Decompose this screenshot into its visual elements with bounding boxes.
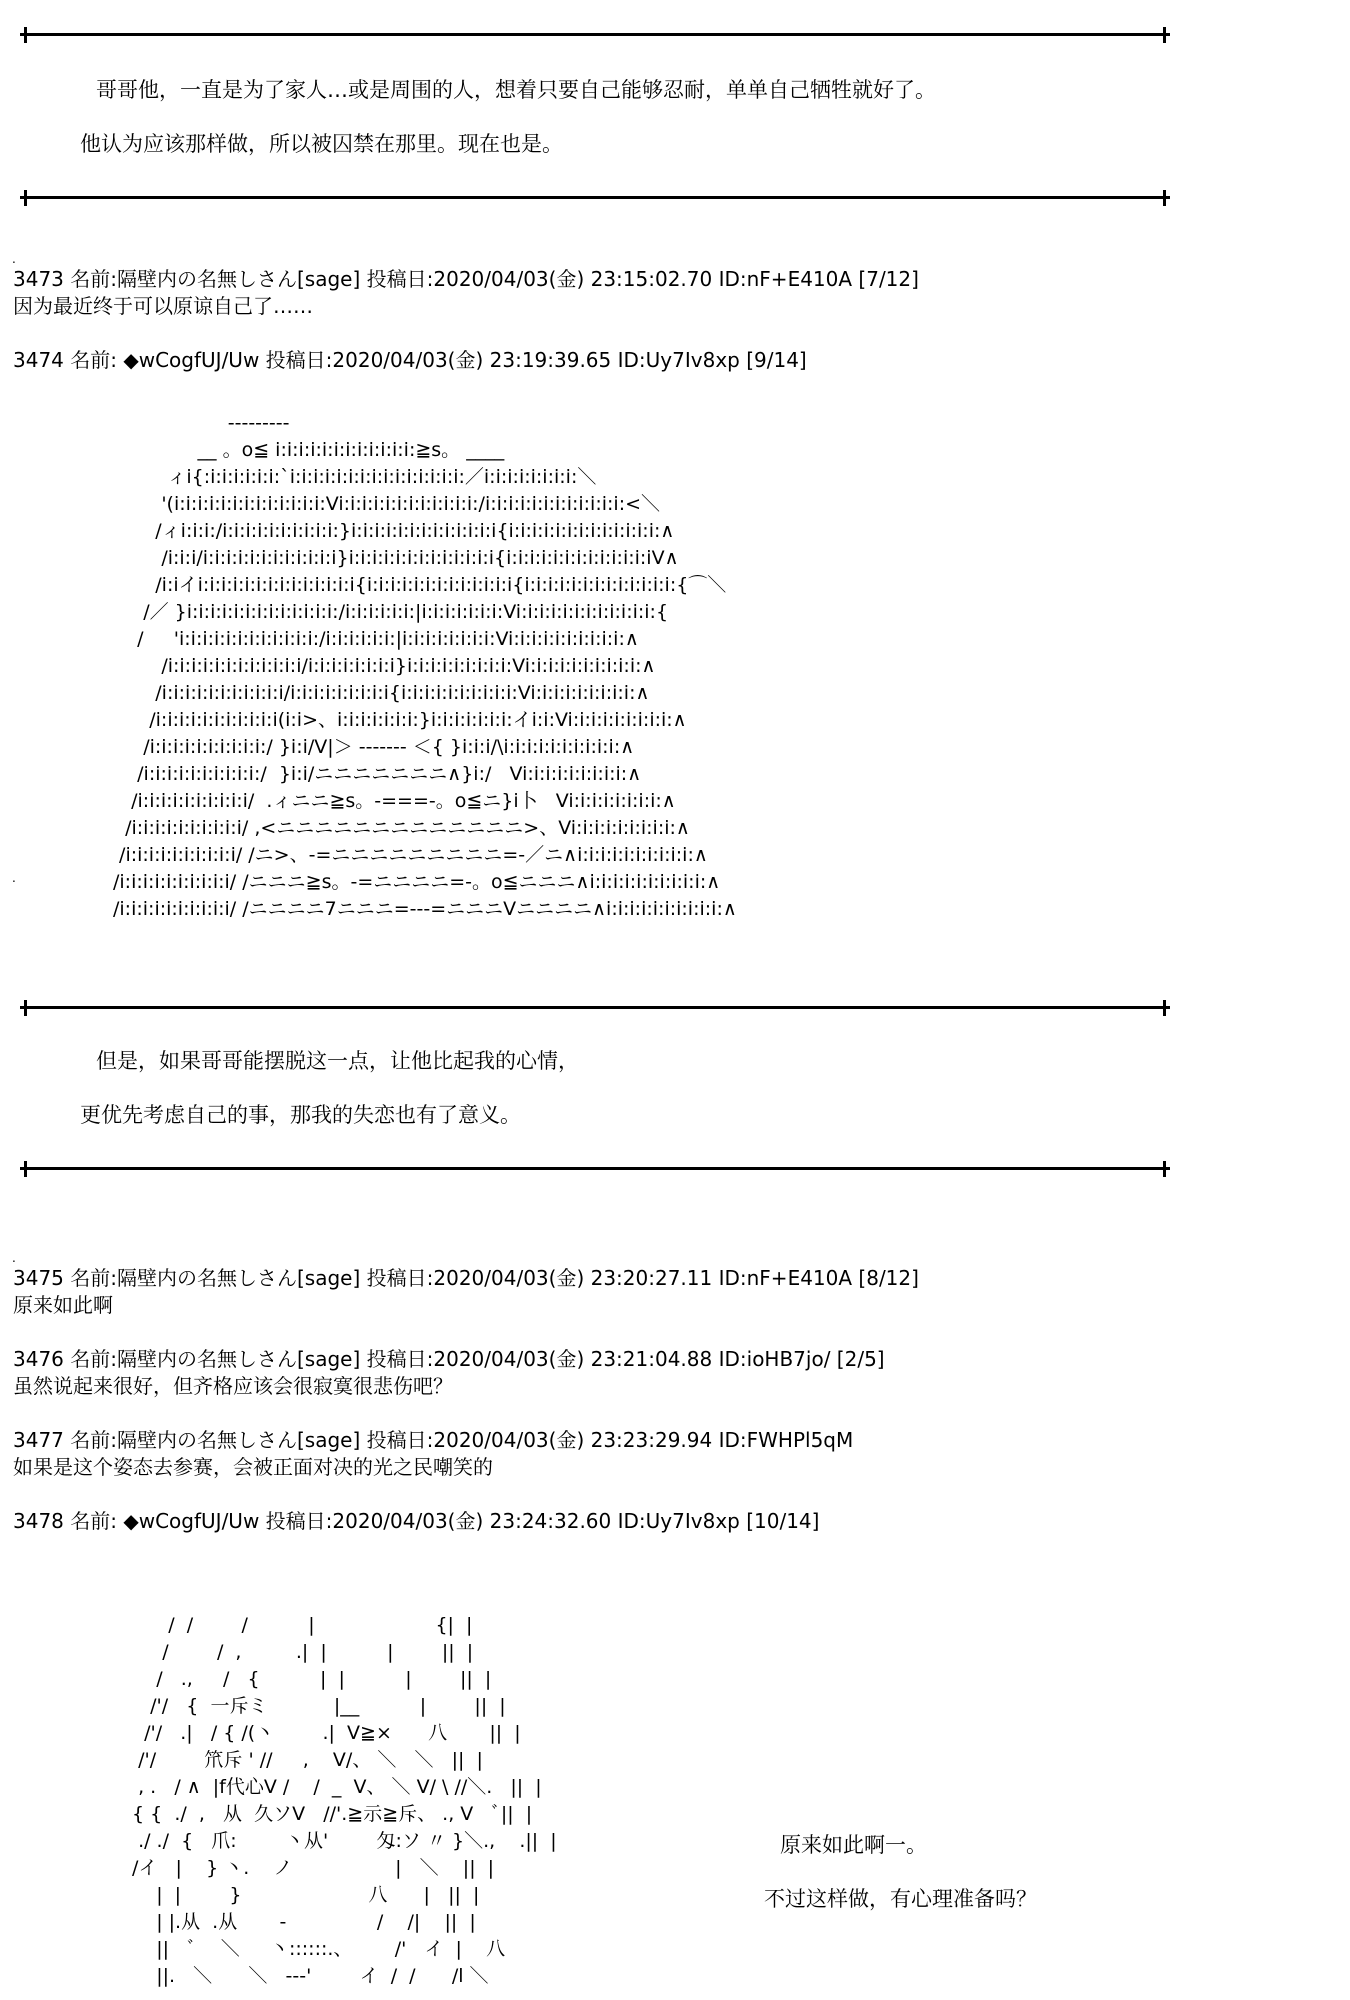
post-body: 如果是这个姿态去参赛，会被正面对决的光之民嘲笑的 xyxy=(13,1455,493,1479)
post-body: 因为最近终于可以原谅自己了…… xyxy=(13,294,313,318)
post-header: 3477 名前:隔壁内の名無しさん[sage] 投稿日:2020/04/03(金) 23:23:29.94 ID:FWHPl5qM xyxy=(13,1428,854,1452)
anchor-dot: . xyxy=(12,871,16,885)
narration-line: 但是，如果哥哥能摆脱这一点，让他比起我的心情， xyxy=(96,1049,579,1073)
ascii-art-hooded-figure: --------- __ 。o≦ i:i:i:i:i:i:i:i:i:i:i:i:≧s。 ____ ィi{:i:i:i:i:i:i:`i:i:i:i:i:i:i:i:i:i:i:i:i:i:i:／i:i:i:i:i:i:i:i:＼ '(i:i:i:i:i:i:i:i:i:i:i:i:i:Vi:i:i:i:i:i:i:i:i:i:i:i:/i:i:i:i:i:i:i:i:i:i:i:i:<＼ /ィi:i:i:/i:i:i:i:i:i:i:i:i:i:}i:i:i:i:i:i:i:i:i:i:i:i:i{i:i:i:i:i:i:i:i:i:i:i:i:i:∧ /i:i:i/i:i:i:i:i:i:i:i:i:i:i:i}i:i:i:i:i:i:i:i:i:i:i:i:i{i:i:i:i:i:i:i:i:i:i:i:i:iV∧ /i:iイi:i:i:i:i:i:i:i:i:i:i:i:i:i{i:i:i:i:i:i:i:i:i:i:i:i:i{i:i:i:i:i:i:i:i:i:i:i:i:i:{⌒＼ /／ }i:i:i:i:i:i:i:i:i:i:i:i:i:/i:i:i:i:i:i:|i:i:i:i:i:i:i:Vi:i:i:i:i:i:i:i:i:i:i:i:{ / 'i:i:i:i:i:i:i:i:i:i:i:i:/i:i:i:i:i:i:|i:i:i:i:i:i:i:i:Vi:i:i:i:i:i:i:i:i:i:∧ /i:i:i:i:i:i:i:i:i:i:i:i/i:i:i:i:i:i:i:i}i:i:i:i:i:i:i:i:i:Vi:i:i:i:i:i:i:i:i:i:∧ /i:i:i:i:i:i:i:i:i:i:i/i:i:i:i:i:i:i:i:i{i:i:i:i:i:i:i:i:i:i:Vi:i:i:i:i:i:i:i:i:∧ /i:i:i:i:i:i:i:i:i:i:i(i:i>、i:i:i:i:i:i:i:}i:i:i:i:i:i:i:イi:i:Vi:i:i:i:i:i:i:i:i:∧ /i:i:i:i:i:i:i:i:i:i:/ }i:i/V|＞ ------- ＜{ }i:i:i/\i:i:i:i:i:i:i:i:i:i:∧ /i:i:i:i:i:i:i:i:i:i:/ }i:i/ニニニニニニニ∧}i:/ Vi:i:i:i:i:i:i:i:i:∧ /i:i:i:i:i:i:i:i:i:i/ .ィニニ≧s。-===-。o≦ニ}i卜 Vi:i:i:i:i:i:i:i:∧ /i:i:i:i:i:i:i:i:i:i/ ,<ニニニニニニニニニニニニニ>、Vi:i:i:i:i:i:i:i:i:∧ /i:i:i:i:i:i:i:i:i:i/ /ニ>、-=ニニニニニニニニニ=-／ニ∧i:i:i:i:i:i:i:i:i:i:∧ /i:i:i:i:i:i:i:i:i:i/ /ニニニ≧s。-=ニニニニ=-。o≦ニニニ∧i:i:i:i:i:i:i:i:i:i:∧ /i:i:i:i:i:i:i:i:i:i/ /ニニニニ7ニニニ=---=ニニニVニニニニ∧i:i:i:i:i:i:i:i:i:i:∧ xyxy=(113,412,737,920)
ascii-art-character: / / / | {| | / / , .| | | || | / ., / { | | | || | /'/ { 一斥ミ |__ | || | /'/ .| / { /(丶 .| V≧× 八 || | /'/ 笊斥 ' // , V/、 ＼ ＼ || | , . / ∧ |f代心V / / _ V、 ＼ V/ \ //＼. || | { { ./ , 从 久ソV //'.≧示≧斥、 ., V ﾞ|| | ./ ./ { 爪: 丶从' 匁:ソ 〃 }＼., .|| | /イ | } 丶. ノ | ＼ || | | | } 八 | || | | |.从 .从 - / /| || | || ﾞ ＼ 丶::::::.、 /' イ | 八 ||. ＼ ＼ ---' イ / / /l ＼ xyxy=(132,1614,557,1987)
post-header: 3476 名前:隔壁内の名無しさん[sage] 投稿日:2020/04/03(金) 23:21:04.88 ID:ioHB7jo/ [2/5] xyxy=(13,1347,885,1371)
post-header: 3474 名前: ◆wCogfUJ/Uw 投稿日:2020/04/03(金) 23:19:39.65 ID:Uy7Iv8xp [9/14] xyxy=(13,348,807,372)
post-header: 3473 名前:隔壁内の名無しさん[sage] 投稿日:2020/04/03(金) 23:15:02.70 ID:nF+E410A [7/12] xyxy=(13,267,919,291)
anchor-dot: . xyxy=(12,252,16,266)
divider xyxy=(20,1000,1170,1016)
divider xyxy=(20,27,1170,43)
divider xyxy=(20,190,1170,206)
narration-line: 哥哥他，一直是为了家人…或是周围的人，想着只要自己能够忍耐，单单自己牺牲就好了。 xyxy=(96,78,936,102)
narration-line: 他认为应该那样做，所以被囚禁在那里。现在也是。 xyxy=(80,132,563,156)
post-header: 3475 名前:隔壁内の名無しさん[sage] 投稿日:2020/04/03(金) 23:20:27.11 ID:nF+E410A [8/12] xyxy=(13,1266,919,1290)
narration-line: 更优先考虑自己的事，那我的失恋也有了意义。 xyxy=(80,1103,521,1127)
post-body: 原来如此啊 xyxy=(13,1293,113,1317)
post-body: 虽然说起来很好，但齐格应该会很寂寞很悲伤吧？ xyxy=(13,1374,453,1398)
side-dialogue-line: 不过这样做，有心理准备吗？ xyxy=(764,1887,1037,1911)
side-dialogue-line: 原来如此啊一。 xyxy=(780,1833,927,1857)
divider xyxy=(20,1161,1170,1177)
anchor-dot: . xyxy=(12,1251,16,1265)
post-header: 3478 名前: ◆wCogfUJ/Uw 投稿日:2020/04/03(金) 23:24:32.60 ID:Uy7Iv8xp [10/14] xyxy=(13,1509,820,1533)
